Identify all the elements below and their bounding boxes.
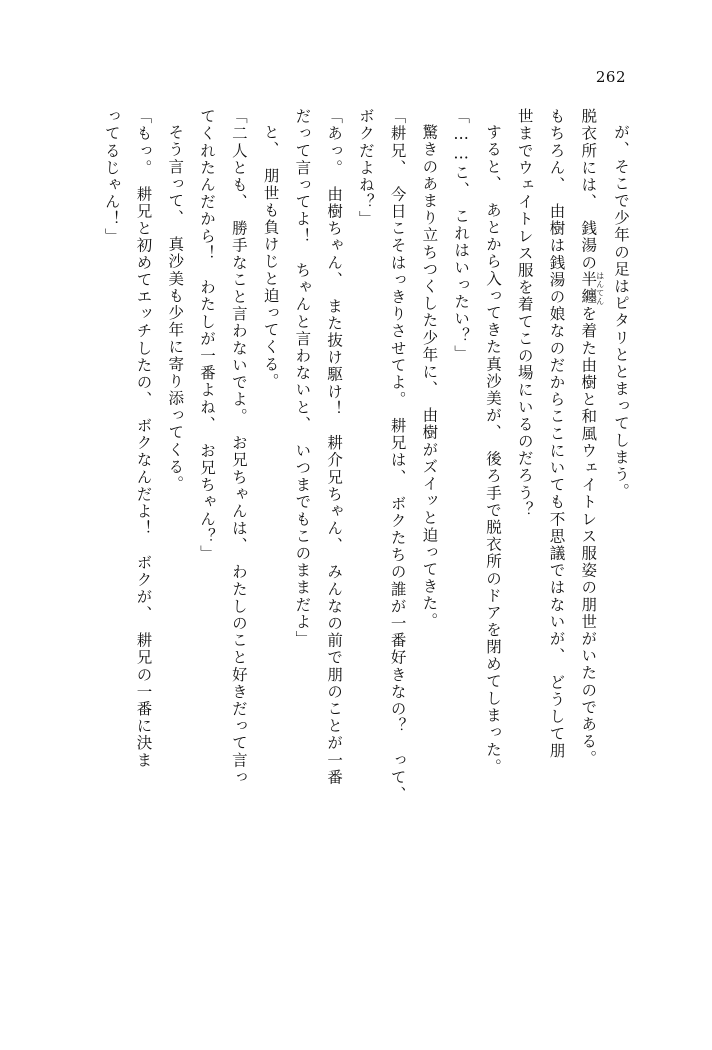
dialogue-line: てくれたんだから！ わたしが一番よね、 お兄ちゃん？」 — [198, 108, 217, 562]
paragraph-line: 驚きのあまり立ちつくした少年に、 由樹がズイッと迫ってきた。 — [420, 123, 439, 629]
page-body-text — [76, 108, 636, 968]
dialogue-line: 「あっ。 由樹ちゃん、 また抜け駆け！ 耕介兄ちゃん、 みんなの前で朋のことが一番 — [325, 108, 344, 786]
dialogue-line: だって言ってよ！ ちゃんと言わないと、 いつまでもこのままだよ」 — [293, 108, 312, 648]
paragraph-line-with-ruby: 脱衣所には、 銭湯の半纏はんてんを着た由樹と和風ウェイトレス服姿の朋世がいたのである。 — [579, 108, 605, 768]
page-number: 262 — [595, 68, 626, 86]
paragraph-line: すると、 あとから入ってきた真沙美が、 後ろ手で脱衣所のドアを閉めてしまった。 — [483, 123, 502, 775]
dialogue-line: 「二人とも、 勝手なこと言わないでよ。 お兄ちゃんは、 わたしのこと好きだって言っ — [229, 108, 248, 786]
paragraph-line: 世までウェイトレス服を着てこの場にいるのだろう？ — [515, 108, 534, 519]
paragraph-line: が、そこで少年の足はピタリととまってしまう。 — [612, 123, 630, 500]
paragraph-line: もちろん、 由樹は銭湯の娘なのだからここにいても不思議ではないが、 どうして朋 — [547, 108, 566, 760]
paragraph-line: そう言って、 真沙美も少年に寄り添ってくる。 — [166, 123, 185, 492]
dialogue-line: ボクだよね？」 — [356, 108, 375, 228]
paragraph-line: と、 朋世も負けじと迫ってくる。 — [261, 123, 280, 390]
ruby-reading: はんてん — [595, 271, 605, 306]
dialogue-line: ってるじゃん！」 — [102, 108, 121, 245]
dialogue-line: 「耕兄、 今日こそはっきりさせてよ。 耕兄は、 ボクたちの誰が一番好きなの？ って、 — [388, 108, 407, 803]
dialogue-line: 「……こ、 これはいったい？」 — [452, 108, 471, 362]
ruby-hanten: 半纏はんてん — [579, 271, 605, 306]
dialogue-line: 「もっ。 耕兄と初めてエッチしたの、 ボクなんだよ！ ボクが、 耕兄の一番に決ま — [134, 108, 153, 769]
